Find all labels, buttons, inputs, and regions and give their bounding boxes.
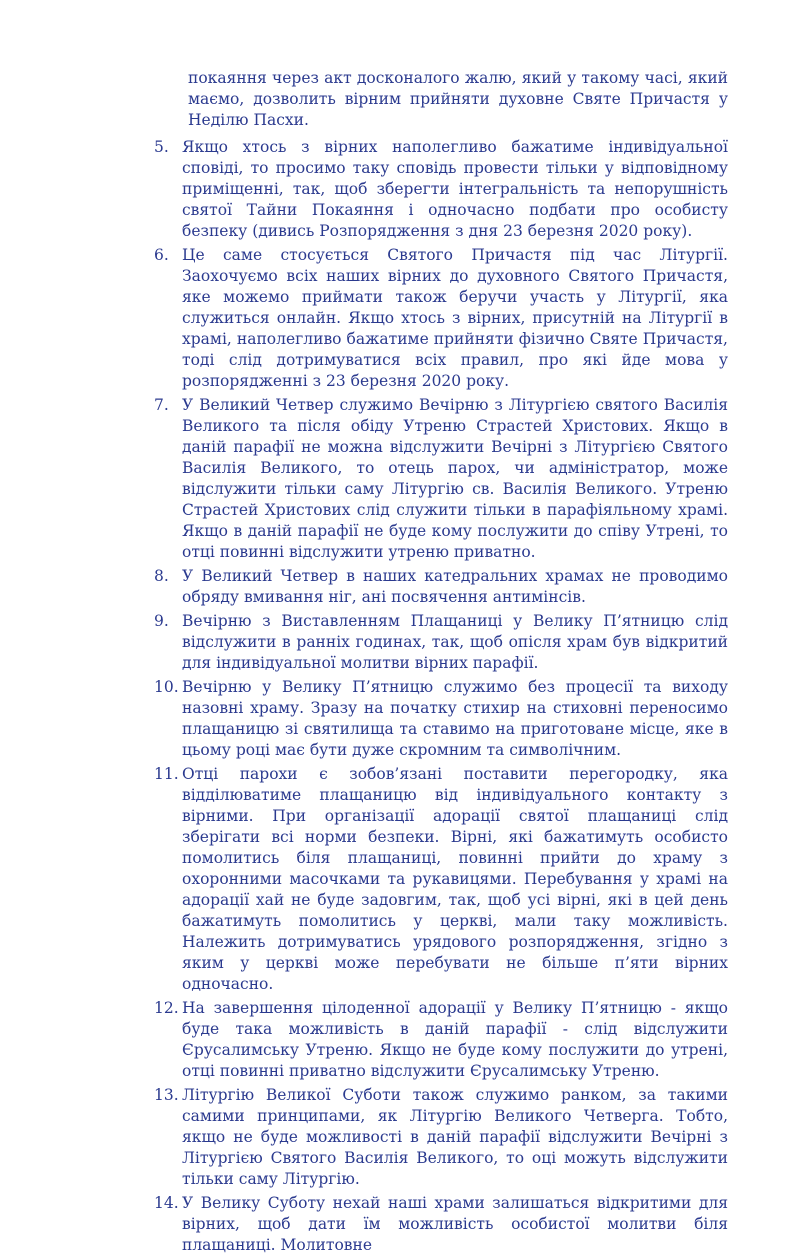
- item-text: Це саме стосується Святого Причастя під час Літургії. Заохочуємо всіх наших вірних до духовного Святого Причастя, яке можемо приймати також беручи участь у Літургії, яка служиться онлайн. Якщо хтось з вірних, присутній на Літургії в храмі, наполегливо бажатиме прийняти фізично Святе Причастя, тоді слід дотримуватися всіх правил, про які йде мова у розпорядженні з 23 березня 2020 року.: [182, 246, 728, 390]
- list-item: [154, 137, 728, 242]
- item-number: 12.: [154, 999, 179, 1017]
- item-number: 7.: [154, 396, 169, 414]
- item-text: Літургію Великої Суботи також служимо ранком, за такими самими принципами, як Літургію Великого Четверга. Тобто, якщо не буде можливості в даній парафії відслужити Вечірні з Літургією Святого Василія Великого, то оці можуть відслужити тільки саму Літургію.: [182, 1086, 728, 1188]
- item-number: 14.: [154, 1194, 179, 1212]
- list-item: [154, 611, 728, 674]
- list-item: [154, 1085, 728, 1190]
- list-item: [154, 566, 728, 608]
- list-item: [154, 1193, 728, 1256]
- item-text: У Велику Суботу нехай наші храми залишаться відкритими для вірних, щоб дати їм можливість особистої молитви біля плащаниці. Молитовне: [182, 1194, 728, 1254]
- item-text: У Великий Четвер в наших катедральних храмах не проводимо обряду вмивання ніг, ані посвячення антимінсів.: [182, 567, 728, 606]
- list-item: [154, 764, 728, 995]
- list-item: [154, 998, 728, 1082]
- item-text: На завершення цілоденної адорації у Велику П’ятницю - якщо буде така можливість в даній парафії - слід відслужити Єрусалимську Утреню. Якщо не буде кому послужити до утрені, отці повинні приватно відслужити Єрусалимську Утреню.: [182, 999, 728, 1080]
- item-text: Вечірню у Велику П’ятницю служимо без процесії та виходу назовні храму. Зразу на початку стихир на стиховні переносимо плащаницю зі святилища та ставимо на приготоване місце, яке в цьому році має бути дуже скромним та символічним.: [182, 678, 728, 759]
- item-text: Якщо хтось з вірних наполегливо бажатиме індивідуальної сповіді, то просимо таку сповідь провести тільки у відповідному приміщенні, так, щоб зберегти інтегральність та непорушність святої Тайни Покаяння і одночасно подбати про особисту безпеку (дивись Розпорядження з дня 23 березня 2020 року).: [182, 138, 728, 240]
- item-text: У Великий Четвер служимо Вечірню з Літургією святого Василія Великого та після обіду Утреню Страстей Христових. Якщо в даній парафії не можна відслужити Вечірні з Літургією Святого Василія Великого, то отець парох, чи адміністратор, може відслужити тільки саму Літургію св. Василія Великого. Утреню Страстей Христових слід служити тільки в парафіяльному храмі. Якщо в даній парафії не буде кому послужити до співу Утрені, то отці повинні відслужити утреню приватно.: [182, 396, 728, 561]
- list-item: [154, 677, 728, 761]
- item-number: 13.: [154, 1086, 179, 1104]
- item-number: 9.: [154, 612, 169, 630]
- item-text: Отці парохи є зобов’язані поставити перегородку, яка відділюватиме плащаницю від індивідуального контакту з вірними. При організації адорації святої плащаниці слід зберігати всі норми безпеки. Вірні, які бажатимуть особисто помолитись біля плащаниці, повинні прийти до храму з охоронними масочками та рукавицями. Перебування у храмі на адорації хай не буде задовгим, так, щоб усі вірні, які в цей день бажатимуть помолитись у церкві, мали таку можливість. Належить дотримуватись урядового розпорядження, згідно з яким у церкві може перебувати не більше п’яти вірних одночасно.: [182, 765, 728, 993]
- item-text: Вечірню з Виставленням Плащаниці у Велику П’ятницю слід відслужити в ранніх годинах, так, щоб опісля храм був відкритий для індивідуальної молитви вірних парафії.: [182, 612, 728, 672]
- item-number: 5.: [154, 138, 169, 156]
- item-number: 6.: [154, 246, 169, 264]
- item-number: 10.: [154, 678, 179, 696]
- numbered-list: [154, 137, 728, 1256]
- list-item: [154, 395, 728, 563]
- item-number: 8.: [154, 567, 169, 585]
- list-item: [154, 245, 728, 392]
- item-number: 11.: [154, 765, 179, 783]
- intro-paragraph: покаяння через акт досконалого жалю, який у такому часі, який маємо, дозволить вірним прийняти духовне Святе Причастя у Неділю Пасхи.: [188, 69, 728, 129]
